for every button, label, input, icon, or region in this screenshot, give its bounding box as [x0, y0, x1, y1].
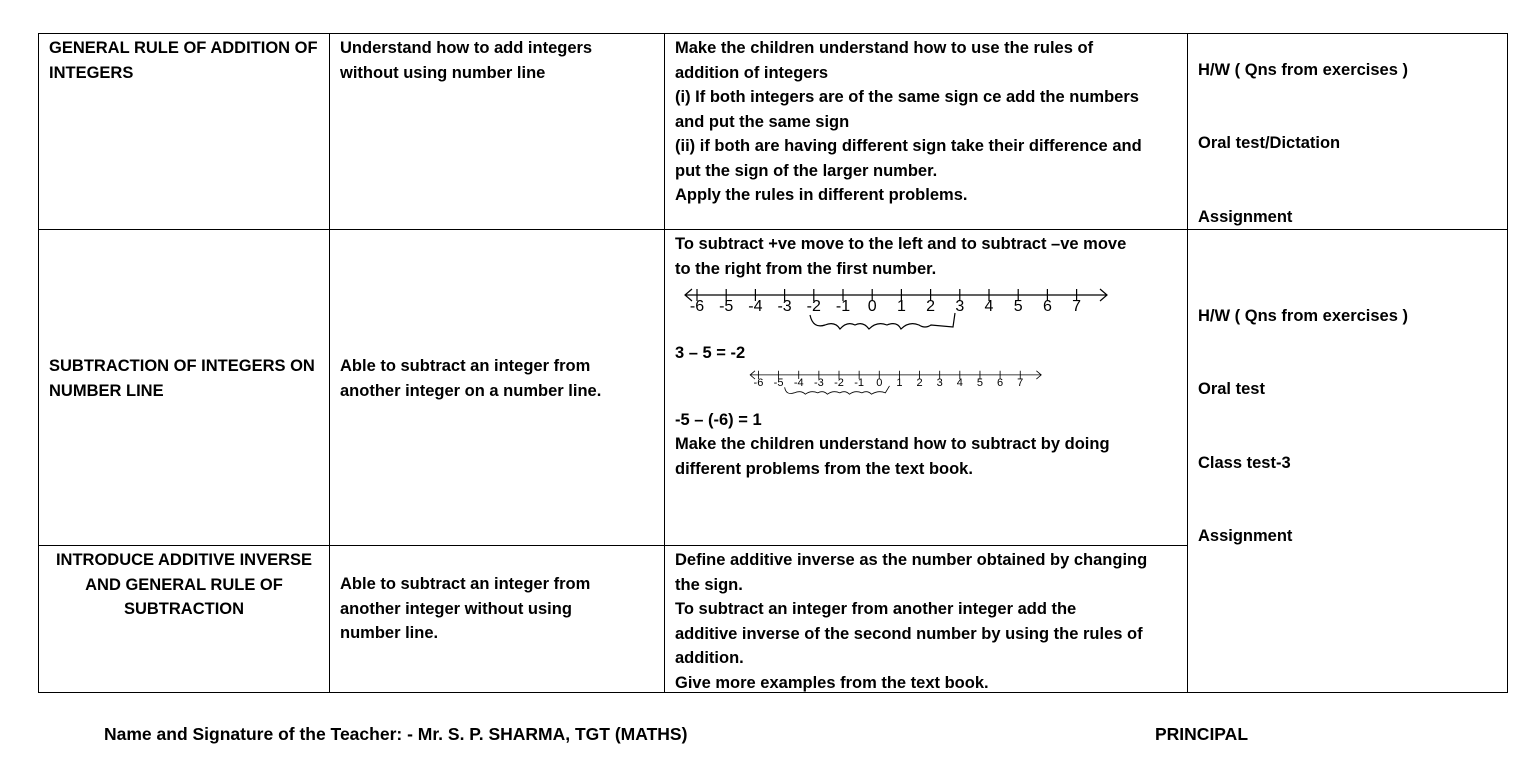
number-line-label: 1 [896, 376, 903, 389]
row2-objective-line: another integer on a number line. [340, 381, 602, 400]
row1-assessment-item: Oral test/Dictation [1198, 134, 1341, 152]
number-line-label: 7 [1072, 298, 1082, 315]
number-line-label: 6 [997, 376, 1004, 389]
number-line-label: 5 [1013, 298, 1023, 315]
row1-assessment-item: Assignment [1198, 208, 1293, 226]
row2-assessment-item: Class test-3 [1198, 454, 1291, 472]
number-line-label: -1 [854, 376, 865, 389]
row2-assessment-item: H/W ( Qns from exercises ) [1198, 307, 1408, 325]
row1-assessment-item: H/W ( Qns from exercises ) [1198, 61, 1408, 79]
row1-activity-line: put the sign of the larger number. [675, 161, 938, 180]
number-line-label: 3 [936, 376, 943, 389]
number-line-label: -4 [793, 376, 804, 389]
row1-activity-line: and put the same sign [675, 112, 850, 131]
row2-objective-line: Able to subtract an integer from [340, 357, 591, 375]
number-line-label: -1 [835, 298, 851, 315]
row3-activity-line: the sign. [675, 575, 743, 594]
row3-activity-line: Give more examples from the text book. [675, 673, 989, 692]
row2-topic-line: NUMBER LINE [49, 381, 164, 400]
row1-activity-line: (i) If both integers are of the same sign ce add the numbers [675, 88, 1139, 106]
row1-objective-line: without using number line [340, 63, 546, 82]
row3-activity-line: additive inverse of the second number by using the rules of [675, 624, 1143, 643]
row3-topic-cell [39, 546, 329, 622]
number-line-label: 5 [976, 376, 984, 389]
number-line-label: 4 [984, 298, 994, 315]
number-line-label: 1 [896, 298, 906, 315]
teacher-signature-line: Name and Signature of the Teacher: - Mr. S. P. SHARMA, TGT (MATHS) [104, 724, 688, 744]
number-line-label: -5 [719, 298, 734, 315]
row1-activity-line: (ii) if both are having different sign take their difference and [675, 137, 1142, 155]
number-line-label: 4 [956, 376, 963, 389]
row2-activity-cell [665, 230, 1187, 481]
subtraction-example-2: -5 – (-6) = 1 [675, 410, 762, 429]
number-line-label: 2 [926, 298, 936, 315]
row1-assessment-cell [1188, 34, 1507, 229]
number-line-label: -6 [753, 376, 764, 389]
number-line-label: 7 [1017, 376, 1024, 389]
number-line-label: -5 [773, 376, 784, 389]
row1-topic-line: INTEGERS [49, 63, 134, 82]
row3-activity-line: To subtract an integer from another integer add the [675, 600, 1077, 618]
row2-activity-line: different problems from the text book. [675, 459, 973, 478]
number-line-2 [675, 368, 1115, 408]
row3-activity-cell [665, 546, 1187, 695]
number-line-label: -2 [834, 376, 844, 389]
number-line-label: -6 [689, 298, 705, 315]
number-line-label: -3 [813, 376, 824, 389]
row1-topic-cell [39, 34, 329, 85]
number-line-label: -4 [748, 298, 763, 315]
principal-label: PRINCIPAL [1155, 724, 1249, 744]
number-line-label: -3 [777, 298, 792, 315]
row3-objective-cell [330, 570, 664, 646]
row1-objective-line: Understand how to add integers [340, 39, 593, 57]
row3-activity-line: Define additive inverse as the number obtained by changing [675, 551, 1148, 569]
number-line-label: 6 [1042, 298, 1052, 315]
row2-activity-line: to the right from the first number. [675, 259, 937, 278]
row1-activity-line: Apply the rules in different problems. [675, 186, 968, 204]
row1-activity-line: Make the children understand how to use the rules of [675, 39, 1094, 57]
number-line-label: 2 [916, 376, 923, 389]
row3-activity-line: addition. [675, 649, 744, 667]
row3-topic-line: SUBTRACTION [123, 600, 245, 618]
number-line-label: 0 [876, 376, 883, 389]
row2-topic-line: SUBTRACTION OF INTEGERS ON [49, 357, 315, 375]
row3-topic-line: AND GENERAL RULE OF [85, 575, 283, 594]
number-line-label: 3 [955, 298, 965, 315]
row1-objective-cell [330, 34, 664, 85]
row2-assessment-cell [1188, 230, 1507, 692]
number-line-label: -2 [806, 298, 821, 315]
row2-activity-line: To subtract +ve move to the left and to subtract –ve move [675, 235, 1127, 253]
row2-topic-cell [39, 352, 329, 403]
number-line-label: 0 [867, 298, 877, 315]
row2-activity-line: Make the children understand how to subtract by doing [675, 435, 1110, 453]
row1-activity-line: addition of integers [675, 63, 829, 82]
subtraction-example-1: 3 – 5 = -2 [675, 344, 746, 362]
number-line-1 [675, 285, 1115, 343]
row2-assessment-item: Assignment [1198, 527, 1293, 545]
row3-objective-line: number line. [340, 624, 439, 642]
row3-objective-line: another integer without using [340, 599, 572, 618]
row2-assessment-item: Oral test [1198, 380, 1265, 398]
row3-objective-line: Able to subtract an integer from [340, 575, 591, 593]
row3-topic-line: INTRODUCE ADDITIVE INVERSE [55, 551, 313, 569]
row2-objective-cell [330, 352, 664, 403]
row1-activity-cell [665, 34, 1187, 208]
row1-topic-line: GENERAL RULE OF ADDITION OF [49, 39, 318, 57]
